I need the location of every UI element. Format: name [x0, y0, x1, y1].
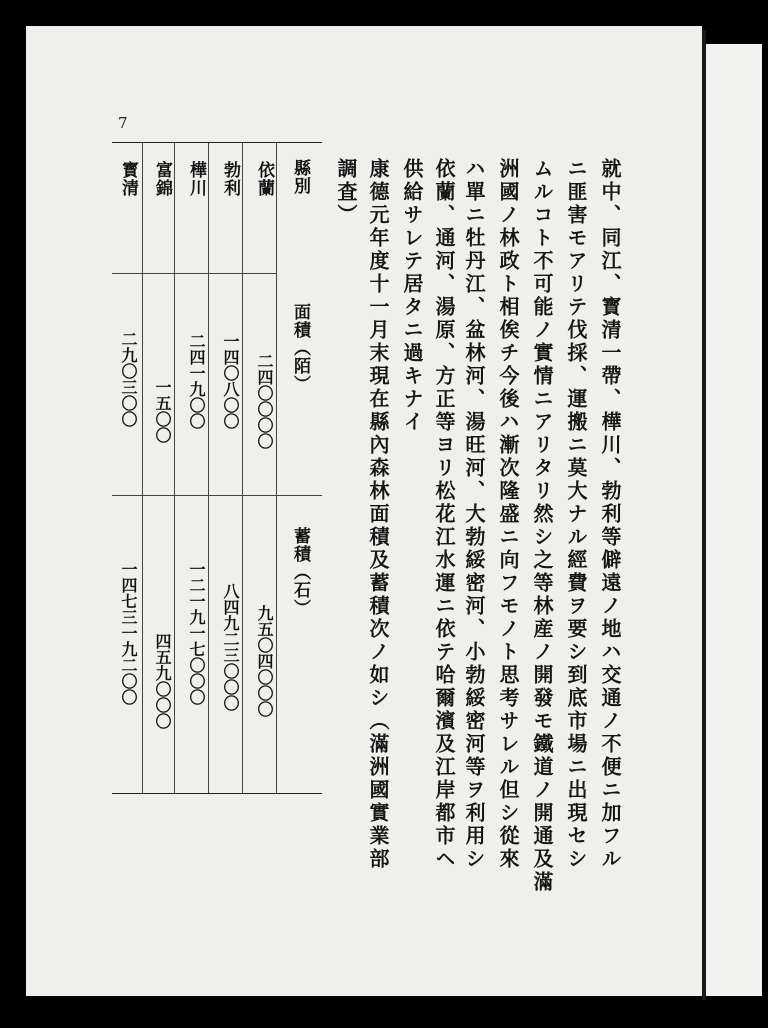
table-row-area: 一四〇八〇〇 — [221, 333, 240, 429]
table-row-county: 勃利 — [220, 161, 240, 197]
table-row-county: 富錦 — [152, 161, 172, 197]
table-row-volume: 一二一九一七〇〇〇 — [187, 561, 206, 705]
body-text-column-1: 就中、同江、寳清一帶、樺川、勃利等僻遠ノ地ハ交通ノ不便ニ加フル — [598, 158, 622, 871]
body-text-column-2: ニ匪害モアリテ伐採、運搬ニ莫大ナル經費ヲ要シ到底市場ニ出現セシ — [564, 158, 588, 871]
table-row-area: 二四一九〇〇 — [187, 333, 206, 429]
table-row-county: 樺川 — [186, 161, 206, 197]
table-row-area: 一五〇〇 — [153, 379, 172, 443]
table-row-county: 依蘭 — [254, 161, 274, 197]
body-text-column-4: 洲國ノ林政ト相俟チ今後ハ漸次隆盛ニ向フモノト思考サレル但シ從來 — [496, 158, 520, 871]
header-county: 縣別 — [290, 159, 310, 195]
table-row-volume: 九五〇四〇〇〇 — [255, 605, 274, 717]
table-row-area: 二四〇〇〇〇 — [255, 353, 274, 449]
forest-statistics-table — [112, 142, 322, 794]
header-volume: 蓄積（石） — [290, 527, 310, 617]
table-row-line — [112, 273, 276, 274]
body-text-column-3: ムルコト不可能ノ實情ニアリタリ然シ之等林産ノ開發モ鐵道ノ開通及滿 — [530, 158, 554, 894]
header-area: 面積（陌） — [290, 303, 310, 393]
body-text-column-6: 依蘭、通河、湯原、方正等ヨリ松花江水運ニ依テ哈爾濱及江岸都市ヘ — [432, 158, 456, 871]
body-text-column-8: 康德元年度十一月末現在縣內森林面積及蓄積次ノ如シ（滿洲國實業部 — [366, 158, 390, 871]
body-text-column-5: ハ單ニ牡丹江、盆林河、湯旺河、大勃綏密河、小勃綏密河等ヲ利用シ — [462, 158, 486, 871]
table-row-volume: 八四九二三〇〇〇 — [221, 583, 240, 711]
page-number: 7 — [118, 114, 128, 132]
table-row-county: 寳清 — [118, 161, 138, 197]
table-row-line — [112, 495, 322, 496]
table-column-line — [276, 143, 307, 793]
body-text-column-9: 調査） — [334, 158, 358, 227]
body-text-column-7: 供給サレテ居タニ過キナイ — [400, 158, 424, 434]
table-row-volume: 四五九〇〇〇 — [153, 633, 172, 729]
table-row-volume: 一四七三一九二〇〇 — [119, 561, 138, 705]
facing-page-edge — [706, 44, 762, 996]
table-row-area: 二九〇三〇〇 — [119, 331, 138, 427]
